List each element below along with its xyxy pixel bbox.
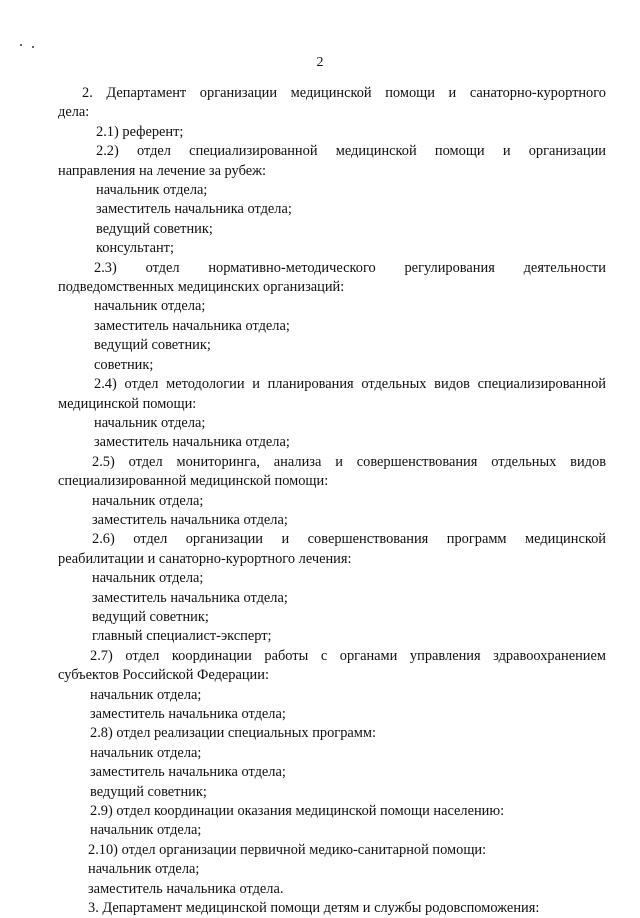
list-item: начальник отдела; <box>94 298 206 315</box>
paragraph-line: 2.4) отдел методологии и планирования отдельных видов специализированной <box>94 376 606 393</box>
list-item: заместитель начальника отдела; <box>92 511 288 528</box>
list-item: начальник отдела; <box>96 182 208 199</box>
paragraph-line: направления на лечение за рубеж: <box>58 162 267 179</box>
list-item: начальник отдела; <box>92 492 204 509</box>
paragraph-line: 2.6) отдел организации и совершенствования программ медицинской <box>92 531 606 548</box>
list-item: заместитель начальника отдела; <box>92 589 288 606</box>
paragraph-line: субъектов Российской Федерации: <box>58 667 269 684</box>
list-item: начальник отдела; <box>88 861 200 878</box>
paragraph-line: 2.2) отдел специализированной медицинской помощи и организации <box>96 143 606 160</box>
list-item: советник; <box>94 356 154 373</box>
paragraph-line: 2.7) отдел координации работы с органами управления здравоохранением <box>90 647 606 664</box>
paragraph-line: дела: <box>58 104 90 121</box>
list-item: заместитель начальника отдела; <box>94 317 290 334</box>
list-item: ведущий советник; <box>90 783 207 800</box>
page-number: 2 <box>316 55 324 70</box>
paragraph-line: 2.8) отдел реализации специальных программ: <box>90 725 376 742</box>
paragraph-line: подведомственных медицинских организаций: <box>58 279 345 296</box>
list-item: заместитель начальника отдела. <box>88 880 284 897</box>
list-item: начальник отдела; <box>90 686 202 703</box>
paragraph-line: 2.3) отдел нормативно-методического регулирования деятельности <box>94 259 606 276</box>
paragraph-line: реабилитации и санаторно-курортного лечения: <box>58 550 352 567</box>
paragraph-line: 2.9) отдел координации оказания медицинской помощи населению: <box>90 803 505 820</box>
list-item: консультант; <box>96 240 174 257</box>
list-item: заместитель начальника отдела; <box>96 201 292 218</box>
paragraph-line: 2.5) отдел мониторинга, анализа и совершенствования отдельных видов <box>92 453 606 470</box>
paragraph-line: 2.1) референт; <box>96 123 184 140</box>
list-item: начальник отдела; <box>90 822 202 839</box>
scan-speck <box>20 44 22 46</box>
list-item: заместитель начальника отдела; <box>90 706 286 722</box>
paragraph-line: 3. Департамент медицинской помощи детям и службы родовспоможения: <box>88 900 540 917</box>
list-item: начальник отдела; <box>94 414 206 431</box>
list-item: ведущий советник; <box>96 220 213 237</box>
list-item: ведущий советник; <box>94 337 211 354</box>
paragraph-line: специализированной медицинской помощи: <box>58 473 329 490</box>
document-body <box>58 84 606 918</box>
paragraph-line: 2.10) отдел организации первичной медико-санитарной помощи: <box>88 841 487 858</box>
list-item: начальник отдела; <box>90 744 202 761</box>
list-item: заместитель начальника отдела; <box>90 764 286 781</box>
list-item: начальник отдела; <box>92 570 204 587</box>
list-item: ведущий советник; <box>92 608 209 625</box>
paragraph-line: медицинской помощи: <box>58 395 197 412</box>
list-item: главный специалист-эксперт; <box>92 628 272 645</box>
list-item: заместитель начальника отдела; <box>94 434 290 451</box>
paragraph-line: 2. Департамент организации медицинской помощи и санаторно-курортного <box>82 85 606 101</box>
scan-speck <box>32 46 34 48</box>
